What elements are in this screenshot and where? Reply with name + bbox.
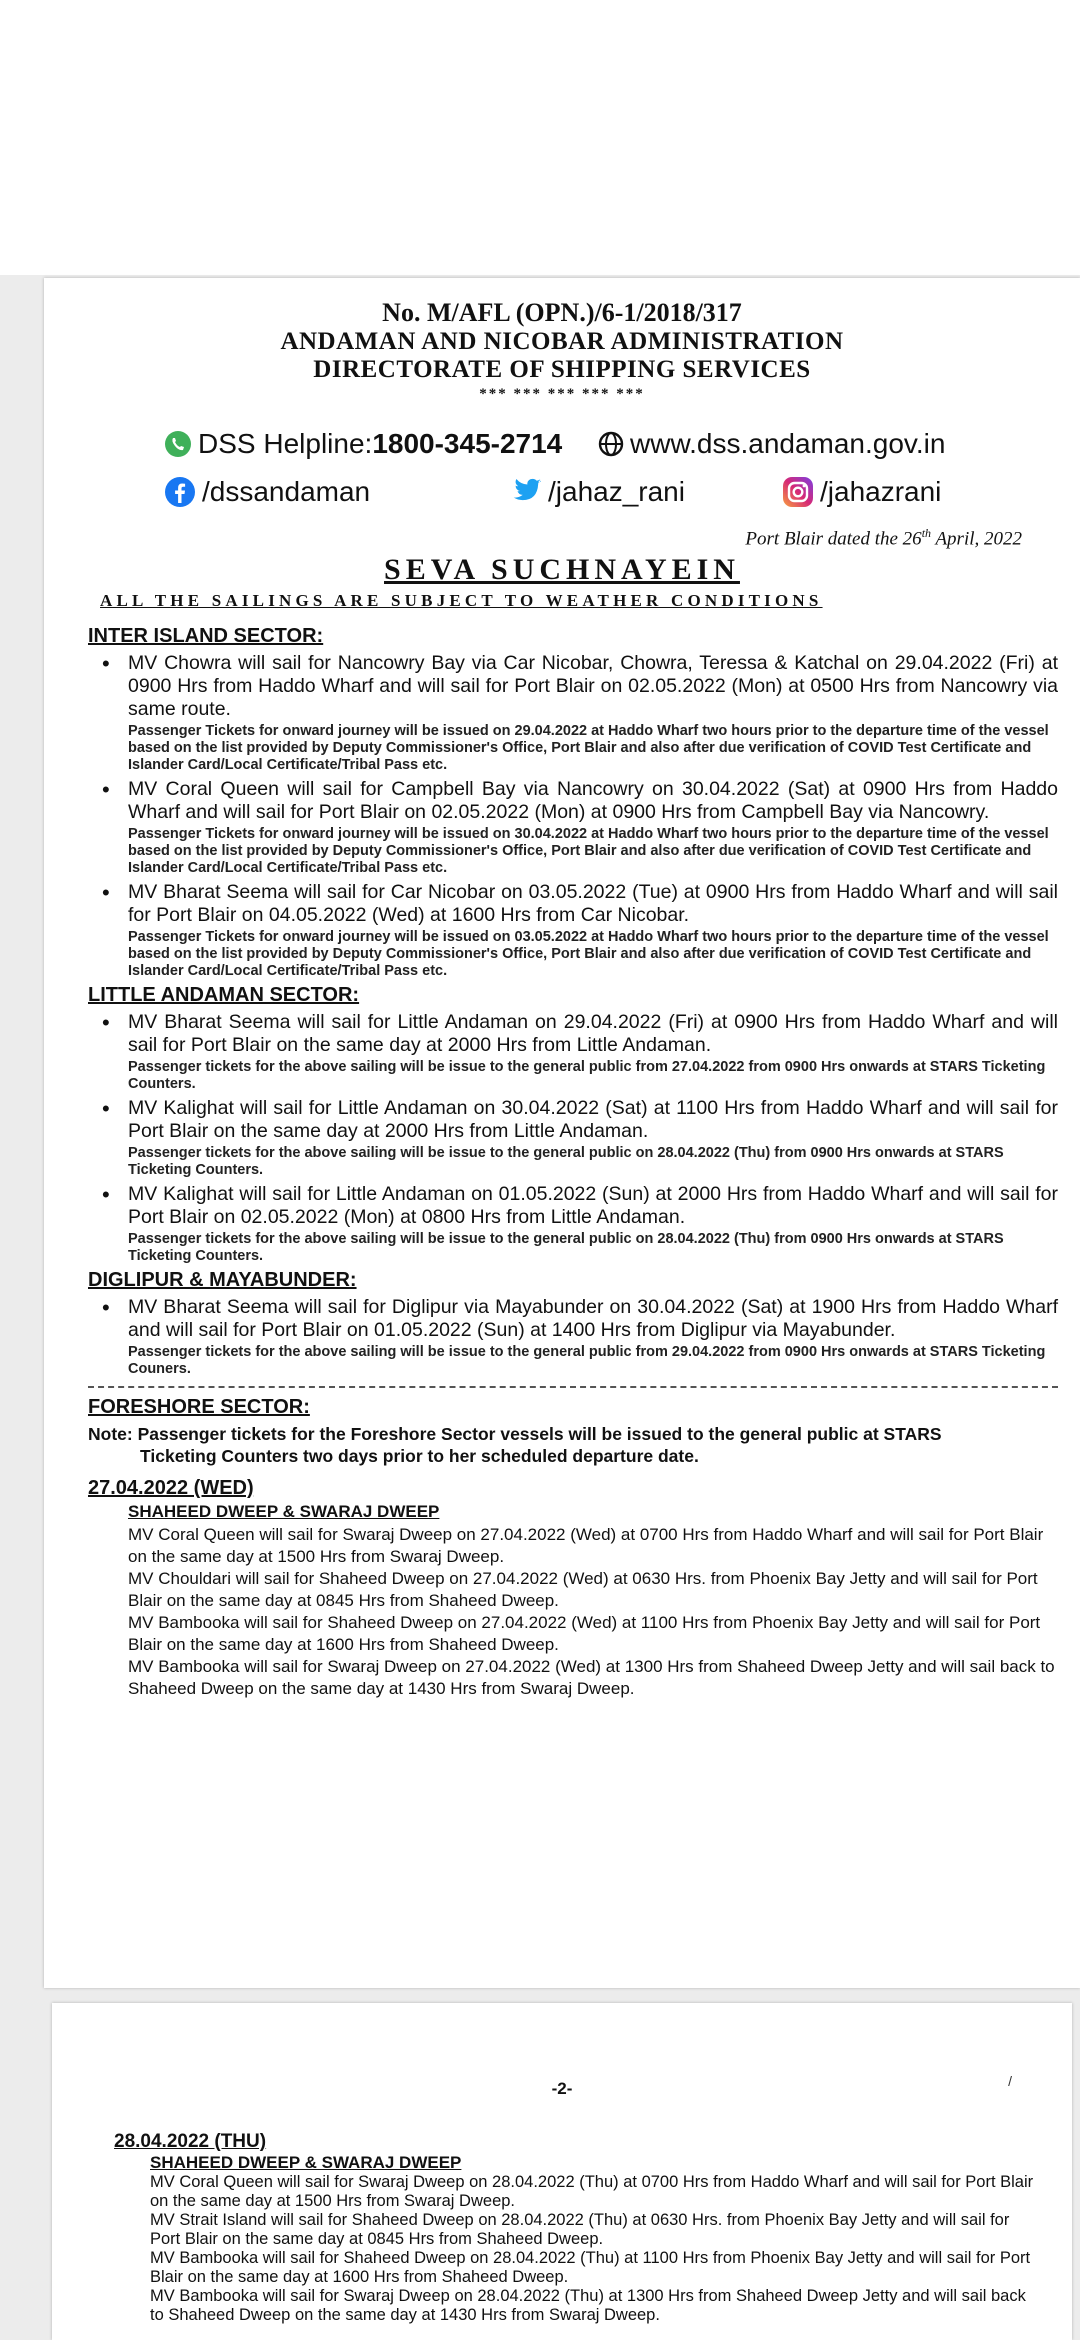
date-heading: 28.04.2022 (THU) bbox=[114, 2131, 267, 2152]
date-suffix: th bbox=[921, 526, 932, 540]
list-item: • MV Kalighat will sail for Little Andaman on 01.05.2022 (Sun) at 2000 Hrs from Haddo Wharf and will sail for Port Blair on 02.05.2022 (Mon) at 0800 Hrs from Little Andaman. Passenger tickets for the above sailing will be issue to the general public on 28.04.2022 (Thu) from 0900 Hrs onwards at STARS Ticketing Counters. bbox=[102, 1182, 1058, 1264]
page-2-list bbox=[150, 2173, 1034, 2325]
date-line bbox=[745, 526, 1022, 550]
date-prefix: Port Blair dated the 26 bbox=[745, 528, 922, 550]
date-rest: April, 2022 bbox=[931, 528, 1022, 550]
route-subheading: SHAHEED DWEEP & SWARAJ DWEEP bbox=[128, 1502, 440, 1521]
list-item: MV Coral Queen will sail for Swaraj Dweep on 27.04.2022 (Wed) at 0700 Hrs from Haddo Wharf and will sail for Port Blair on the same day at 1500 Hrs from Swaraj Dweep. bbox=[128, 1525, 1044, 1566]
dashed-divider bbox=[88, 1386, 1058, 1388]
document-page-1 bbox=[44, 278, 1080, 1988]
list-item: • MV Coral Queen will sail for Campbell Bay via Nancowry on 30.04.2022 (Sat) at 0900 Hrs from Haddo Wharf and will sail for Port Blair on 02.05.2022 (Mon) at 0900 Hrs from Campbell Bay via Nancowry. Passenger Tickets for onward journey will be issued on 30.04.2022 at Haddo Wharf two hours prior to the departure time of the vessel based on the list provided by Deputy Commissioner's Office, Port Blair and also after due verification of COVID Test Certificate and Islander Card/Local Certificate/Tribal Pass etc. bbox=[102, 777, 1058, 876]
helpline bbox=[164, 428, 562, 460]
letterhead bbox=[44, 298, 1080, 403]
list-item: • MV Kalighat will sail for Little Andaman on 30.04.2022 (Sat) at 1100 Hrs from Haddo Wharf and will sail for Port Blair on the same day at 2000 Hrs from Little Andaman. Passenger tickets for the above sailing will be issue to the general public on 28.04.2022 (Thu) from 0900 Hrs onwards at STARS Ticketing Counters. bbox=[102, 1096, 1058, 1178]
twitter-handle bbox=[510, 476, 685, 508]
foreshore-note-line-2: Ticketing Counters two days prior to her scheduled departure date. bbox=[140, 1446, 699, 1466]
section-heading-little-andaman: LITTLE ANDAMAN SECTOR: bbox=[88, 984, 360, 1006]
ticket-note: Passenger tickets for the above sailing will be issue to the general public on 28.04.2022 (Thu) from 0900 Hrs onwards at STARS Ticketing Counters. bbox=[128, 1231, 1004, 1264]
ticket-note: Passenger Tickets for onward journey will be issued on 29.04.2022 at Haddo Wharf two hours prior to the departure time of the vessel based on the list provided by Deputy Commissioner's Office, Port Blair and also after due verification of COVID Test Certificate and Islander Card/Local Certificate/Tribal Pass etc. bbox=[128, 723, 1049, 773]
list-item: MV Bambooka will sail for Shaheed Dweep on 28.04.2022 (Thu) at 1100 Hrs from Phoenix Bay Jetty and will sail for Port Blair on the same day at 1600 Hrs from Shaheed Dweep. bbox=[150, 2249, 1031, 2286]
foreshore-list bbox=[128, 1524, 1058, 1700]
list-item: • MV Bharat Seema will sail for Little Andaman on 29.04.2022 (Fri) at 0900 Hrs from Haddo Wharf and will sail for Port Blair on the same day at 2000 Hrs from Little Andaman. Passenger tickets for the above sailing will be issue to the general public from 27.04.2022 from 0900 Hrs onwards at STARS Ticketing Counters. bbox=[102, 1010, 1058, 1092]
notice-body bbox=[88, 623, 1058, 1700]
facebook-icon bbox=[164, 476, 196, 508]
list-item: • MV Bharat Seema will sail for Diglipur via Mayabunder on 30.04.2022 (Sat) at 1900 Hrs from Haddo Wharf and will sail for Port Blair on 01.05.2022 (Sun) at 1400 Hrs from Diglipur via Mayabunder. Passenger tickets for the above sailing will be issue to the general public from 29.04.2022 from 0900 Hrs onwards at STARS Ticketing Couners. bbox=[102, 1295, 1058, 1377]
document-subtitle: ALL THE SAILINGS ARE SUBJECT TO WEATHER CONDITIONS bbox=[100, 591, 823, 610]
section-heading-foreshore: FORESHORE SECTOR: bbox=[88, 1396, 310, 1418]
twitter-icon bbox=[510, 478, 542, 506]
section-heading-diglipur: DIGLIPUR & MAYABUNDER: bbox=[88, 1269, 357, 1291]
list-item: MV Coral Queen will sail for Swaraj Dweep on 28.04.2022 (Thu) at 0700 Hrs from Haddo Wharf and will sail for Port Blair on the same day at 1500 Hrs from Swaraj Dweep. bbox=[150, 2173, 1034, 2210]
page-number: -2- bbox=[551, 2079, 573, 2098]
instagram-text[interactable]: /jahazrani bbox=[820, 476, 942, 507]
section-heading-inter-island: INTER ISLAND SECTOR: bbox=[88, 625, 324, 647]
ticket-note: Passenger Tickets for onward journey will be issued on 30.04.2022 at Haddo Wharf two hours prior to the departure time of the vessel based on the list provided by Deputy Commissioner's Office, Port Blair and also after due verification of COVID Test Certificate and Islander Card/Local Certificate/Tribal Pass etc. bbox=[128, 826, 1049, 876]
list-item: • MV Bharat Seema will sail for Car Nicobar on 03.05.2022 (Tue) at 0900 Hrs from Haddo Wharf and will sail for Port Blair on 04.05.2022 (Wed) at 1600 Hrs from Car Nicobar. Passenger Tickets for onward journey will be issued on 03.05.2022 at Haddo Wharf two hours prior to the departure time of the vessel based on the list provided by Deputy Commissioner's Office, Port Blair and also after due verification of COVID Test Certificate and Islander Card/Local Certificate/Tribal Pass etc. bbox=[102, 880, 1058, 979]
header-stars: *** *** *** *** *** bbox=[479, 386, 645, 402]
sailing-text: MV Coral Queen will sail for Campbell Bay via Nancowry on 30.04.2022 (Sat) at 0900 Hrs from Haddo Wharf and will sail for Port Blair on 02.05.2022 (Mon) at 0900 Hrs from Campbell Bay via Nancowry. bbox=[128, 778, 1058, 823]
administration-name: ANDAMAN AND NICOBAR ADMINISTRATION bbox=[280, 328, 844, 355]
foreshore-note bbox=[88, 1423, 1058, 1467]
reference-number: No. M/AFL (OPN.)/6-1/2018/317 bbox=[382, 298, 742, 327]
list-item: MV Chouldari will sail for Shaheed Dweep on 27.04.2022 (Wed) at 0630 Hrs. from Phoenix Bay Jetty and will sail for Port Blair on the same day at 0845 Hrs from Shaheed Dweep. bbox=[128, 1569, 1038, 1610]
twitter-text[interactable]: /jahaz_rani bbox=[548, 476, 685, 507]
directorate-name: DIRECTORATE OF SHIPPING SERVICES bbox=[313, 356, 811, 383]
instagram-icon bbox=[782, 476, 814, 508]
website bbox=[598, 428, 945, 460]
ticket-note: Passenger tickets for the above sailing will be issue to the general public from 27.04.2022 from 0900 Hrs onwards at STARS Ticketing Counters. bbox=[128, 1059, 1046, 1092]
foreshore-note-line-1: Note: Passenger tickets for the Foreshore Sector vessels will be issued to the general public at STARS bbox=[88, 1424, 942, 1444]
date-heading: 27.04.2022 (WED) bbox=[88, 1477, 254, 1499]
ticket-note: Passenger tickets for the above sailing will be issue to the general public on 28.04.2022 (Thu) from 0900 Hrs onwards at STARS Ticketing Counters. bbox=[128, 1145, 1004, 1178]
sailing-text: MV Kalighat will sail for Little Andaman on 01.05.2022 (Sun) at 2000 Hrs from Haddo Wharf and will sail for Port Blair on 02.05.2022 (Mon) at 0800 Hrs from Little Andaman. bbox=[128, 1183, 1058, 1228]
sailing-text: MV Bharat Seema will sail for Car Nicobar on 03.05.2022 (Tue) at 0900 Hrs from Haddo Wharf and will sail for Port Blair on 04.05.2022 (Wed) at 1600 Hrs from Car Nicobar. bbox=[128, 881, 1058, 926]
helpline-label: DSS Helpline: bbox=[198, 428, 373, 459]
globe-icon bbox=[598, 431, 624, 457]
sailing-text: MV Bharat Seema will sail for Little Andaman on 29.04.2022 (Fri) at 0900 Hrs from Haddo Wharf and will sail for Port Blair on the same day at 2000 Hrs from Little Andaman. bbox=[128, 1011, 1058, 1056]
ticket-note: Passenger tickets for the above sailing will be issue to the general public from 29.04.2022 from 0900 Hrs onwards at STARS Ticketing Couners. bbox=[128, 1344, 1046, 1377]
list-item: MV Bambooka will sail for Shaheed Dweep on 27.04.2022 (Wed) at 1100 Hrs from Phoenix Bay Jetty and will sail for Port Blair on the same day at 1600 Hrs from Shaheed Dweep. bbox=[128, 1613, 1041, 1654]
sailing-text: MV Kalighat will sail for Little Andaman on 30.04.2022 (Sat) at 1100 Hrs from Haddo Wharf and will sail for Port Blair on the same day at 2000 Hrs from Little Andaman. bbox=[128, 1097, 1058, 1142]
facebook-text[interactable]: /dssandaman bbox=[202, 476, 371, 507]
ticket-note: Passenger Tickets for onward journey will be issued on 03.05.2022 at Haddo Wharf two hours prior to the departure time of the vessel based on the list provided by Deputy Commissioner's Office, Port Blair and also after due verification of COVID Test Certificate and Islander Card/Local Certificate/Tribal Pass etc. bbox=[128, 929, 1049, 979]
route-subheading: SHAHEED DWEEP & SWARAJ DWEEP bbox=[150, 2153, 462, 2172]
sailing-text: MV Bharat Seema will sail for Diglipur via Mayabunder on 30.04.2022 (Sat) at 1900 Hrs from Haddo Wharf and will sail for Port Blair on 01.05.2022 (Sun) at 1400 Hrs from Diglipur via Mayabunder. bbox=[128, 1296, 1058, 1341]
scan-mark: / bbox=[1008, 2073, 1012, 2089]
list-item: • MV Chowra will sail for Nancowry Bay via Car Nicobar, Chowra, Teressa & Katchal on 29.04.2022 (Fri) at 0900 Hrs from Haddo Wharf and will sail for Port Blair on 02.05.2022 (Mon) at 0500 Hrs from Nancowry via same route. Passenger Tickets for onward journey will be issued on 29.04.2022 at Haddo Wharf two hours prior to the departure time of the vessel based on the list provided by Deputy Commissioner's Office, Port Blair and also after due verification of COVID Test Certificate and Islander Card/Local Certificate/Tribal Pass etc. bbox=[102, 651, 1058, 773]
whatsapp-icon bbox=[164, 430, 192, 458]
helpline-number: 1800-345-2714 bbox=[372, 428, 563, 459]
document-title: SEVA SUCHNAYEIN bbox=[384, 553, 740, 586]
facebook-handle bbox=[164, 476, 370, 508]
document-page-2 bbox=[52, 2003, 1072, 2340]
list-item: MV Bambooka will sail for Swaraj Dweep on 28.04.2022 (Thu) at 1300 Hrs from Shaheed Dweep Jetty and will sail back to Shaheed Dweep on the same day at 1430 Hrs from Swaraj Dweep. bbox=[150, 2287, 1026, 2324]
website-url[interactable]: www.dss.andaman.gov.in bbox=[630, 428, 946, 459]
list-item: MV Bambooka will sail for Swaraj Dweep on 27.04.2022 (Wed) at 1300 Hrs from Shaheed Dweep Jetty and will sail back to Shaheed Dweep on the same day at 1430 Hrs from Swaraj Dweep. bbox=[128, 1657, 1055, 1698]
page-2-body bbox=[114, 2131, 1034, 2325]
instagram-handle bbox=[782, 476, 941, 508]
list-item: MV Strait Island will sail for Shaheed Dweep on 28.04.2022 (Thu) at 0630 Hrs. from Phoenix Bay Jetty and will sail for Port Blair on the same day at 0845 Hrs from Shaheed Dweep. bbox=[150, 2211, 1010, 2248]
sailing-text: MV Chowra will sail for Nancowry Bay via Car Nicobar, Chowra, Teressa & Katchal on 29.04.2022 (Fri) at 0900 Hrs from Haddo Wharf and will sail for Port Blair on 02.05.2022 (Mon) at 0500 Hrs from Nancowry via same route. bbox=[128, 652, 1058, 720]
top-blank-area bbox=[0, 0, 1080, 275]
